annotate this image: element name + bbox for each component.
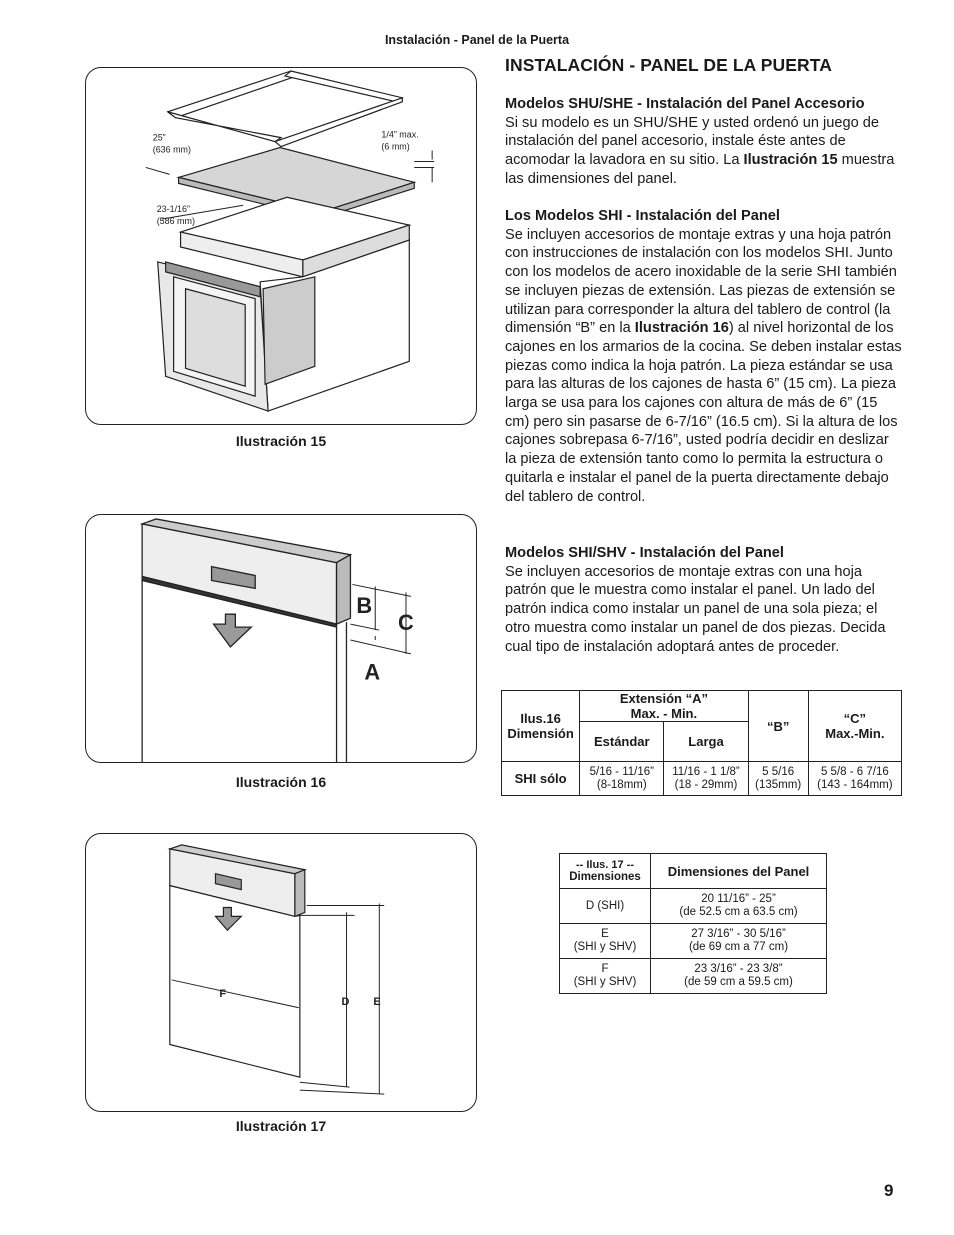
section-heading: Modelos SHU/SHE - Instalación del Panel Accesorio xyxy=(505,96,865,112)
panel-dimensions-table xyxy=(559,853,827,994)
figure-17-drawing xyxy=(86,834,476,1111)
section-shi xyxy=(505,207,903,506)
section-shi-shv xyxy=(505,544,903,656)
dimension-label: (636 mm) xyxy=(152,144,191,155)
section-body xyxy=(505,226,903,507)
dimension-label-f: F xyxy=(219,987,227,1000)
header-line: Dimensión xyxy=(507,726,574,741)
cell-line: (SHI y SHV) xyxy=(573,941,637,953)
figure-16 xyxy=(85,514,477,763)
running-header: Instalación - Panel de la Puerta xyxy=(384,33,570,47)
figure-15-drawing xyxy=(86,68,476,424)
table-cell xyxy=(748,762,808,796)
dimension-label: 23-1/16” xyxy=(156,204,190,215)
dimension-label: 25” xyxy=(152,132,166,143)
cell-line: (de 52.5 cm a 63.5 cm) xyxy=(679,906,798,918)
dimension-label-d: D xyxy=(341,995,350,1008)
dimension-label-a: A xyxy=(364,659,381,685)
table-row xyxy=(502,762,902,796)
table-row xyxy=(560,924,827,959)
dimension-label: (6 mm) xyxy=(381,141,410,152)
section-heading: Modelos SHI/SHV - Instalación del Panel xyxy=(505,545,784,561)
cell-line: F xyxy=(601,963,609,975)
header-line: -- Ilus. 17 -- xyxy=(575,859,635,871)
cell-line: (135mm) xyxy=(755,778,802,791)
cell-line: 5 5/16 xyxy=(762,765,795,778)
header-line: Max.-Min. xyxy=(825,726,885,741)
cell-line: (de 59 cm a 59.5 cm) xyxy=(684,976,793,988)
table-cell xyxy=(664,762,748,796)
section-body xyxy=(505,563,903,657)
cell-line: 11/16 - 1 1/8” xyxy=(672,765,740,778)
header-line: Ilus.16 xyxy=(520,711,561,726)
figure-15 xyxy=(85,67,477,425)
table-cell xyxy=(651,924,827,959)
cell-line: 27 3/16” - 30 5/16” xyxy=(691,928,786,940)
dimension-label: (586 mm) xyxy=(156,216,195,227)
table-cell xyxy=(560,924,651,959)
section-shu-she xyxy=(505,95,903,189)
header-line: “C” xyxy=(843,711,867,726)
table-subheader-estandar: Estándar xyxy=(580,722,664,762)
table-row xyxy=(560,959,827,994)
table-header-extension-a xyxy=(580,691,748,722)
table-cell xyxy=(651,959,827,994)
table-cell xyxy=(808,762,901,796)
header-line: Max. - Min. xyxy=(630,706,698,721)
table-header-panel: Dimensiones del Panel xyxy=(651,854,827,889)
figure-17 xyxy=(85,833,477,1112)
cell-line: 5/16 - 11/16” xyxy=(589,765,654,778)
figure-reference: Ilustración 16 xyxy=(634,320,729,337)
body-text: Se incluyen accesorios de montaje extras con una hoja patrón que le muestra como instalar el panel. Un lado del patrón indica como instalar un panel de una sola pieza; el otro muestra como instalar un panel de dos piezas. Decida cual tipo de instalación adoptará antes de proceder. xyxy=(505,563,886,655)
cell-line: E xyxy=(601,928,609,940)
table-cell xyxy=(560,959,651,994)
cell-line: 5 5/8 - 6 7/16 xyxy=(820,765,889,778)
body-text: Si su modelo es un SHU/SHE y usted ordenó un juego de instalación del panel accesorio, instale éste antes de acomodar la lavadora en su sitio. La xyxy=(505,114,879,169)
section-body xyxy=(505,114,903,189)
dimension-label-e: E xyxy=(373,995,381,1008)
cell-line: (de 69 cm a 77 cm) xyxy=(688,941,789,953)
body-text: ) al nivel horizontal de los cajones en los armarios de la cocina. Se deben instalar estas piezas como indica la hoja patrón. La pieza estándar se usa para las alturas de los cajones de hasta 6” (15 cm). La pieza larga se usa para los cajones con altura de más de 6” (15 cm) pero sin pasarse de 6-7/16” (16.5 cm). Si la altura de los cajones sobrepasa 6-7/16”, usted podría decidir en deslizar la pieza de extensión tanto como lo permita la estructura o quitarla e instalar el panel de la puerta directamente debajo del tablero de control. xyxy=(505,320,902,505)
header-line: Dimensiones xyxy=(569,871,641,883)
body-text: Se incluyen accesorios de montaje extras y una hoja patrón con instrucciones de instalación con los modelos SHI. Junto con los modelos de acero inoxidable de la serie SHI también se incluyen piezas de extensión. Las piezas de extensión se utilizan para corresponder la altura del tablero de control (la dimensión “B” en la xyxy=(505,226,897,337)
body-text: muestra las dimensiones del panel. xyxy=(505,152,895,187)
cell-line: 23 3/16” - 23 3/8” xyxy=(694,963,783,975)
table-cell: D (SHI) xyxy=(560,889,651,924)
header-line: Extensión “A” xyxy=(619,691,708,706)
section-heading: Los Modelos SHI - Instalación del Panel xyxy=(505,208,780,224)
figure-16-caption: Ilustración 16 xyxy=(235,774,327,790)
figure-reference: Ilustración 15 xyxy=(743,152,838,169)
dimension-label-b: B xyxy=(356,593,373,619)
table-header-c xyxy=(808,691,901,762)
cell-line: (8-18mm) xyxy=(596,778,647,791)
table-subheader-larga: Larga xyxy=(664,722,748,762)
cell-line: (18 - 29mm) xyxy=(674,778,738,791)
dimension-label-c: C xyxy=(398,610,414,636)
extension-table xyxy=(501,690,902,796)
table-cell: SHI sólo xyxy=(502,762,580,796)
table-header-ilus17 xyxy=(560,854,651,889)
table-row xyxy=(560,889,827,924)
page-number: 9 xyxy=(884,1181,894,1200)
cell-line: (SHI y SHV) xyxy=(573,976,637,988)
table-header-b: “B” xyxy=(748,691,808,762)
cell-line: 20 11/16” - 25” xyxy=(701,893,776,905)
figure-16-drawing xyxy=(86,515,476,762)
figure-15-caption: Ilustración 15 xyxy=(235,433,327,449)
table-cell xyxy=(580,762,664,796)
figure-17-caption: Ilustración 17 xyxy=(235,1118,327,1134)
table-header-dimension xyxy=(502,691,580,762)
cell-line: (143 - 164mm) xyxy=(817,778,893,791)
dimension-label: 1/4” max. xyxy=(381,129,419,140)
table-cell xyxy=(651,889,827,924)
page-title: INSTALACIÓN - PANEL DE LA PUERTA xyxy=(505,55,832,75)
